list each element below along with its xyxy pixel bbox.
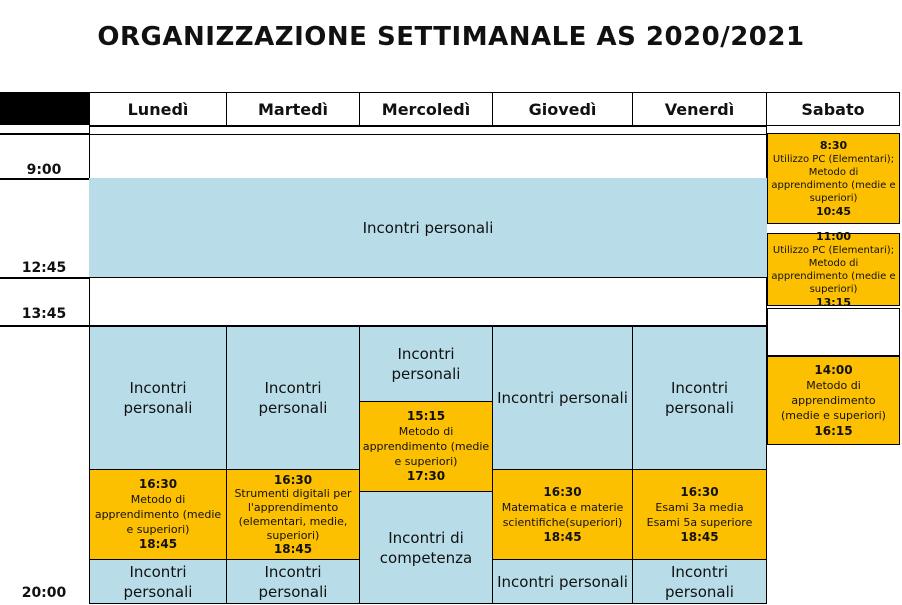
time-divider — [0, 277, 89, 279]
wed-incontri-personali-top: Incontri personali — [359, 326, 493, 402]
time-divider — [0, 178, 89, 180]
mon-incontri-personali-top: Incontri personali — [89, 326, 227, 470]
page-title: ORGANIZZAZIONE SETTIMANALE AS 2020/2021 — [97, 22, 805, 52]
mon-slot: 16:30 Metodo di apprendimento (medie e superiori) 18:45 — [89, 469, 227, 560]
lunch-empty-row — [89, 277, 767, 326]
time-label-20: 20:00 — [21, 585, 67, 601]
day-header-tuesday: Martedì — [226, 92, 360, 126]
morning-empty-row — [89, 134, 767, 179]
thu-slot: 16:30 Matematica e materie scientifiche(superiori) 18:45 — [492, 469, 633, 560]
time-label-9: 9:00 — [26, 162, 62, 178]
fri-incontri-personali-top: Incontri personali — [632, 326, 767, 470]
mon-incontri-personali-bottom: Incontri personali — [89, 559, 227, 604]
time-divider — [0, 325, 89, 327]
fri-incontri-personali-bottom: Incontri personali — [632, 559, 767, 604]
sat-empty-slot — [767, 308, 900, 356]
time-label-1245: 12:45 — [21, 260, 67, 276]
sat-slot-morning-2: 11:00 Utilizzo PC (Elementari); Metodo di apprendimento (medie e superiori) 13:15 — [767, 233, 900, 306]
fri-slot: 16:30 Esami 3a media Esami 5a superiore 18:45 — [632, 469, 767, 560]
day-header-friday: Venerdì — [632, 92, 767, 126]
time-divider — [0, 133, 89, 135]
tue-incontri-personali-bottom: Incontri personali — [226, 559, 360, 604]
tue-incontri-personali-top: Incontri personali — [226, 326, 360, 470]
time-label-1345: 13:45 — [21, 306, 67, 322]
wed-incontri-di-competenza: Incontri di competenza — [359, 491, 493, 604]
morning-incontri-personali — [89, 178, 767, 278]
day-header-thursday: Giovedì — [492, 92, 633, 126]
sat-slot-afternoon: 14:00 Metodo di apprendimento (medie e superiori) 16:15 — [767, 356, 900, 445]
morning-label: Incontri personali — [362, 219, 494, 237]
tue-slot: 16:30 Strumenti digitali per l'apprendimento (elementari, medie, superiori) 18:45 — [226, 469, 360, 560]
day-header-monday: Lunedì — [89, 92, 227, 126]
sat-slot-morning-1: 8:30 Utilizzo PC (Elementari); Metodo di apprendimento (medie e superiori) 10:45 — [767, 133, 900, 224]
day-header-saturday: Sabato — [766, 92, 900, 126]
thu-incontri-personali-top: Incontri personali — [492, 326, 633, 470]
day-header-wednesday: Mercoledì — [359, 92, 493, 126]
header-corner — [0, 92, 89, 125]
thu-incontri-personali-bottom: Incontri personali — [492, 559, 633, 604]
wed-slot: 15:15 Metodo di apprendimento (medie e superiori) 17:30 — [359, 401, 493, 492]
